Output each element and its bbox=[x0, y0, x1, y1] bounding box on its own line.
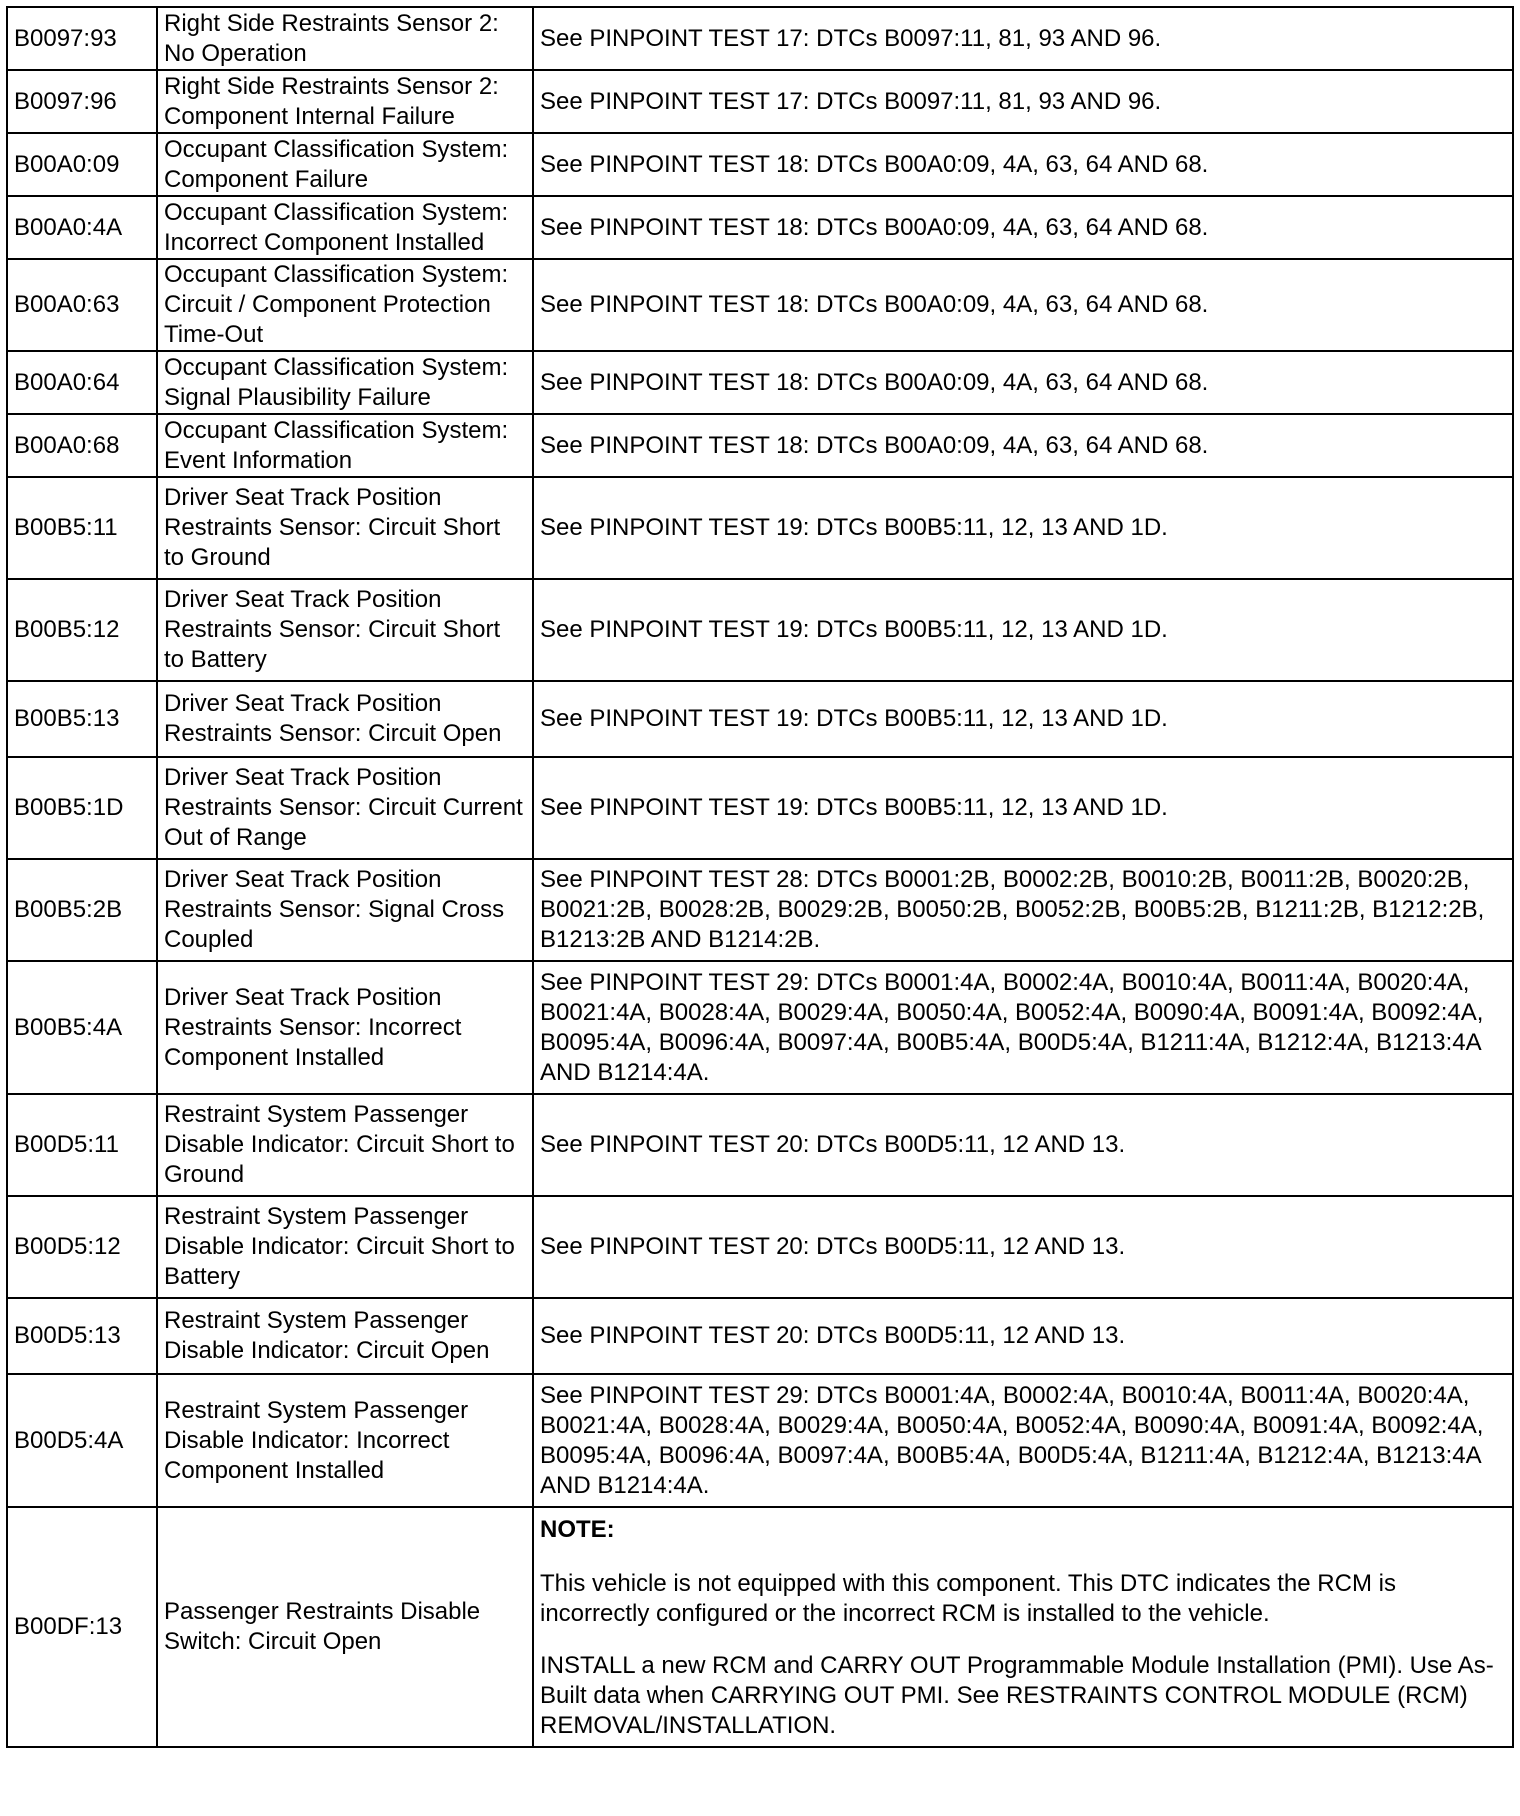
dtc-description: Restraint System Passenger Disable Indicator: Circuit Open bbox=[157, 1298, 533, 1374]
dtc-description: Restraint System Passenger Disable Indicator: Circuit Short to Ground bbox=[157, 1094, 533, 1196]
dtc-code: B00B5:1D bbox=[7, 757, 157, 859]
dtc-code: B00B5:11 bbox=[7, 477, 157, 579]
dtc-code: B00A0:64 bbox=[7, 351, 157, 414]
dtc-table bbox=[6, 6, 1514, 1748]
dtc-action: See PINPOINT TEST 20: DTCs B00D5:11, 12 AND 13. bbox=[533, 1196, 1513, 1298]
table-row bbox=[7, 196, 1513, 259]
dtc-description: Right Side Restraints Sensor 2: No Operation bbox=[157, 7, 533, 70]
table-row bbox=[7, 414, 1513, 477]
table-row bbox=[7, 579, 1513, 681]
dtc-code: B00A0:09 bbox=[7, 133, 157, 196]
dtc-action: See PINPOINT TEST 18: DTCs B00A0:09, 4A, 63, 64 AND 68. bbox=[533, 196, 1513, 259]
dtc-description: Occupant Classification System: Incorrect Component Installed bbox=[157, 196, 533, 259]
dtc-action: See PINPOINT TEST 18: DTCs B00A0:09, 4A, 63, 64 AND 68. bbox=[533, 351, 1513, 414]
dtc-description: Occupant Classification System: Signal Plausibility Failure bbox=[157, 351, 533, 414]
dtc-action: See PINPOINT TEST 19: DTCs B00B5:11, 12, 13 AND 1D. bbox=[533, 757, 1513, 859]
table-row bbox=[7, 133, 1513, 196]
dtc-code: B00B5:2B bbox=[7, 859, 157, 961]
dtc-code: B00D5:11 bbox=[7, 1094, 157, 1196]
dtc-action: See PINPOINT TEST 17: DTCs B0097:11, 81, 93 AND 96. bbox=[533, 7, 1513, 70]
table-row bbox=[7, 7, 1513, 70]
dtc-description: Driver Seat Track Position Restraints Sensor: Circuit Open bbox=[157, 681, 533, 757]
dtc-action: See PINPOINT TEST 18: DTCs B00A0:09, 4A, 63, 64 AND 68. bbox=[533, 133, 1513, 196]
dtc-description: Occupant Classification System: Component Failure bbox=[157, 133, 533, 196]
table-row bbox=[7, 1298, 1513, 1374]
dtc-description: Driver Seat Track Position Restraints Sensor: Signal Cross Coupled bbox=[157, 859, 533, 961]
dtc-action: See PINPOINT TEST 20: DTCs B00D5:11, 12 AND 13. bbox=[533, 1298, 1513, 1374]
dtc-description: Occupant Classification System: Event Information bbox=[157, 414, 533, 477]
dtc-code: B00A0:63 bbox=[7, 259, 157, 351]
dtc-code: B00D5:12 bbox=[7, 1196, 157, 1298]
table-row bbox=[7, 1374, 1513, 1507]
dtc-action: See PINPOINT TEST 19: DTCs B00B5:11, 12, 13 AND 1D. bbox=[533, 681, 1513, 757]
dtc-action: See PINPOINT TEST 28: DTCs B0001:2B, B0002:2B, B0010:2B, B0011:2B, B0020:2B, B0021:2B, B0028:2B, B0029:2B, B0050:2B, B0052:2B, B00B5:2B, B1211:2B, B1212:2B, B1213:2B AND B1214:2B. bbox=[533, 859, 1513, 961]
table-row bbox=[7, 70, 1513, 133]
dtc-description: Passenger Restraints Disable Switch: Circuit Open bbox=[157, 1507, 533, 1747]
dtc-description: Driver Seat Track Position Restraints Sensor: Circuit Short to Ground bbox=[157, 477, 533, 579]
dtc-action: See PINPOINT TEST 29: DTCs B0001:4A, B0002:4A, B0010:4A, B0011:4A, B0020:4A, B0021:4A, B0028:4A, B0029:4A, B0050:4A, B0052:4A, B0090:4A, B0091:4A, B0092:4A, B0095:4A, B0096:4A, B0097:4A, B00B5:4A, B00D5:4A, B1211:4A, B1212:4A, B1213:4A AND B1214:4A. bbox=[533, 1374, 1513, 1507]
table-row bbox=[7, 681, 1513, 757]
dtc-code: B00D5:4A bbox=[7, 1374, 157, 1507]
dtc-code: B00A0:4A bbox=[7, 196, 157, 259]
dtc-action: See PINPOINT TEST 18: DTCs B00A0:09, 4A, 63, 64 AND 68. bbox=[533, 259, 1513, 351]
dtc-table-body bbox=[7, 7, 1513, 1747]
dtc-code: B0097:93 bbox=[7, 7, 157, 70]
dtc-description: Driver Seat Track Position Restraints Sensor: Circuit Current Out of Range bbox=[157, 757, 533, 859]
note-instruction: INSTALL a new RCM and CARRY OUT Programmable Module Installation (PMI). Use As-Built data when CARRYING OUT PMI. See RESTRAINTS CONTROL MODULE (RCM) REMOVAL/INSTALLATION. bbox=[540, 1652, 1494, 1739]
table-row bbox=[7, 259, 1513, 351]
table-row-note bbox=[7, 1507, 1513, 1747]
table-row bbox=[7, 1094, 1513, 1196]
dtc-action: See PINPOINT TEST 19: DTCs B00B5:11, 12, 13 AND 1D. bbox=[533, 579, 1513, 681]
dtc-code: B00B5:13 bbox=[7, 681, 157, 757]
dtc-code: B00B5:12 bbox=[7, 579, 157, 681]
table-row bbox=[7, 859, 1513, 961]
dtc-description: Driver Seat Track Position Restraints Sensor: Circuit Short to Battery bbox=[157, 579, 533, 681]
dtc-description: Right Side Restraints Sensor 2: Component Internal Failure bbox=[157, 70, 533, 133]
dtc-description: Driver Seat Track Position Restraints Sensor: Incorrect Component Installed bbox=[157, 961, 533, 1094]
dtc-action: See PINPOINT TEST 17: DTCs B0097:11, 81, 93 AND 96. bbox=[533, 70, 1513, 133]
note-title: NOTE: bbox=[540, 1516, 615, 1543]
dtc-description: Restraint System Passenger Disable Indicator: Circuit Short to Battery bbox=[157, 1196, 533, 1298]
dtc-code: B00B5:4A bbox=[7, 961, 157, 1094]
dtc-description: Restraint System Passenger Disable Indicator: Incorrect Component Installed bbox=[157, 1374, 533, 1507]
table-row bbox=[7, 351, 1513, 414]
table-row bbox=[7, 961, 1513, 1094]
dtc-action: See PINPOINT TEST 29: DTCs B0001:4A, B0002:4A, B0010:4A, B0011:4A, B0020:4A, B0021:4A, B0028:4A, B0029:4A, B0050:4A, B0052:4A, B0090:4A, B0091:4A, B0092:4A, B0095:4A, B0096:4A, B0097:4A, B00B5:4A, B00D5:4A, B1211:4A, B1212:4A, B1213:4A AND B1214:4A. bbox=[533, 961, 1513, 1094]
dtc-code: B0097:96 bbox=[7, 70, 157, 133]
dtc-action: See PINPOINT TEST 19: DTCs B00B5:11, 12, 13 AND 1D. bbox=[533, 477, 1513, 579]
table-row bbox=[7, 477, 1513, 579]
table-row bbox=[7, 1196, 1513, 1298]
dtc-code: B00A0:68 bbox=[7, 414, 157, 477]
dtc-code: B00DF:13 bbox=[7, 1507, 157, 1747]
dtc-action-note bbox=[533, 1507, 1513, 1747]
dtc-code: B00D5:13 bbox=[7, 1298, 157, 1374]
table-row bbox=[7, 757, 1513, 859]
dtc-action: See PINPOINT TEST 18: DTCs B00A0:09, 4A, 63, 64 AND 68. bbox=[533, 414, 1513, 477]
note-text: This vehicle is not equipped with this component. This DTC indicates the RCM is incorrectly configured or the incorrect RCM is installed to the vehicle. bbox=[540, 1570, 1396, 1627]
dtc-description: Occupant Classification System: Circuit / Component Protection Time-Out bbox=[157, 259, 533, 351]
dtc-action: See PINPOINT TEST 20: DTCs B00D5:11, 12 AND 13. bbox=[533, 1094, 1513, 1196]
